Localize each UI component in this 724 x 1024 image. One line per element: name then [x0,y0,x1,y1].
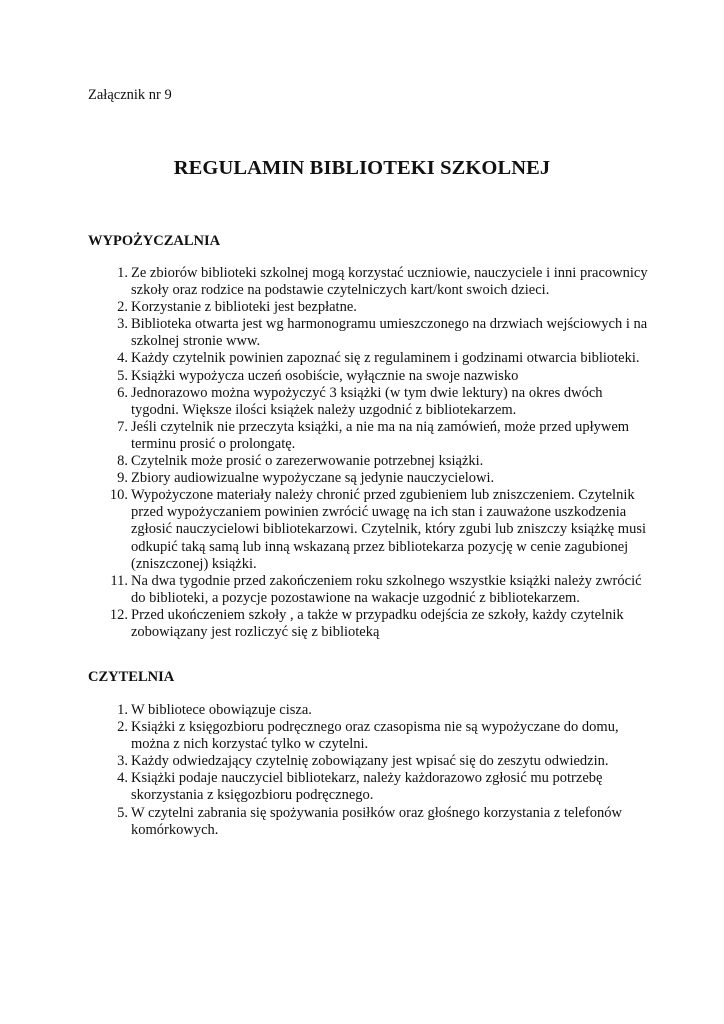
list-item-number: 6. [117,384,128,401]
list-item-text: Korzystanie z biblioteki jest bezpłatne. [131,299,357,316]
list-item [88,316,648,350]
list-item-number: 4. [117,350,128,367]
annex-label: Załącznik nr 9 [88,87,172,103]
list-item [88,368,648,385]
list-item [88,299,648,316]
list-item [88,419,648,453]
list-item-text: Książki z księgozbioru podręcznego oraz czasopisma nie są wypożyczane do domu, można z nich korzystać tylko w czytelni. [131,719,619,753]
list-item-number: 12. [109,606,128,623]
list-item-text: Ze zbiorów biblioteki szkolnej mogą korzystać uczniowie, nauczyciele i inni pracownicy szkoły oraz rodzice na podstawie czytelniczych kart/kont swoich dzieci. [131,265,648,299]
list-item-number: 11. [110,572,128,589]
list-item-number: 5. [117,367,128,384]
list-item [88,770,648,804]
list-item [88,607,648,641]
list-item-number: 4. [117,770,128,787]
list-item-text: Czytelnik może prosić o zarezerwowanie potrzebnej książki. [131,453,484,470]
list-item-text: Jeśli czytelnik nie przeczyta książki, a nie ma na nią zamówień, może przed upływem terminu prosić o prolongatę. [131,418,630,452]
list-item-number: 3. [117,316,128,333]
rules-list-wypozyczalnia [88,265,648,641]
list-item-text: Każdy czytelnik powinien zapoznać się z regulaminem i godzinami otwarcia biblioteki. [131,350,640,367]
list-item-text: Książki wypożycza uczeń osobiście, wyłącznie na swoje nazwisko [131,367,519,384]
list-item-number: 3. [117,753,128,770]
list-item [88,487,648,572]
list-item-number: 9. [117,470,128,487]
list-item-text: Zbiory audiowizualne wypożyczane są jedynie nauczycielowi. [131,470,495,487]
list-item [88,265,648,299]
rules-list-czytelnia [88,702,648,839]
list-item-number: 1. [117,702,128,718]
section-heading-czytelnia: CZYTELNIA [88,669,175,685]
list-item-number: 8. [117,453,128,470]
list-item-text: Każdy odwiedzający czytelnię zobowiązany jest wpisać się do zeszytu odwiedzin. [131,753,609,770]
list-item-text: Przed ukończeniem szkoły , a także w przypadku odejścia ze szkoły, każdy czytelnik zobowiązany jest rozliczyć się z biblioteką [131,606,624,640]
list-item [88,453,648,470]
list-item-number: 10. [109,487,128,504]
list-item-number: 2. [117,299,128,316]
list-item-text: Wypożyczone materiały należy chronić przed zgubieniem lub zniszczeniem. Czytelnik przed wypożyczaniem powinien zwrócić uwagę na ich stan i zauważone uszkodzenia zgłosić nauczycielowi bibliotekarzowi. Czytelnik, który zgubi lub zniszczy książkę musi odkupić taką samą lub inną wskazaną przez bibliotekarza pozycję w cenie zagubionej (zniszczonej) książki. [131,487,647,572]
list-item [88,805,648,839]
section-heading-wypozyczalnia: WYPOŻYCZALNIA [88,233,221,249]
list-item [88,719,648,753]
list-item [88,385,648,419]
list-item-number: 2. [117,719,128,736]
list-item [88,470,648,487]
list-item-number: 7. [117,418,128,435]
list-item [88,702,648,719]
list-item-text: Biblioteka otwarta jest wg harmonogramu umieszczonego na drzwiach wejściowych i na szkolnej stronie www. [131,316,648,350]
list-item [88,350,648,367]
list-item-text: Jednorazowo można wypożyczyć 3 książki (w tym dwie lektury) na okres dwóch tygodni. Większe ilości książek należy uzgodnić z bibliotekarzem. [131,384,603,418]
document-title: REGULAMIN BIBLIOTEKI SZKOLNEJ [173,157,551,179]
list-item-number: 5. [117,804,128,821]
list-item-number: 1. [117,265,128,281]
list-item [88,573,648,607]
list-item-text: W czytelni zabrania się spożywania posiłków oraz głośnego korzystania z telefonów komórkowych. [131,804,622,838]
list-item [88,753,648,770]
list-item-text: W bibliotece obowiązuje cisza. [131,702,312,718]
list-item-text: Książki podaje nauczyciel bibliotekarz, należy każdorazowo zgłosić mu potrzebę skorzystania z księgozbioru podręcznego. [131,770,603,804]
list-item-text: Na dwa tygodnie przed zakończeniem roku szkolnego wszystkie książki należy zwrócić do biblioteki, a pozycje pozostawione na wakacje uzgodnić z bibliotekarzem. [131,572,642,606]
